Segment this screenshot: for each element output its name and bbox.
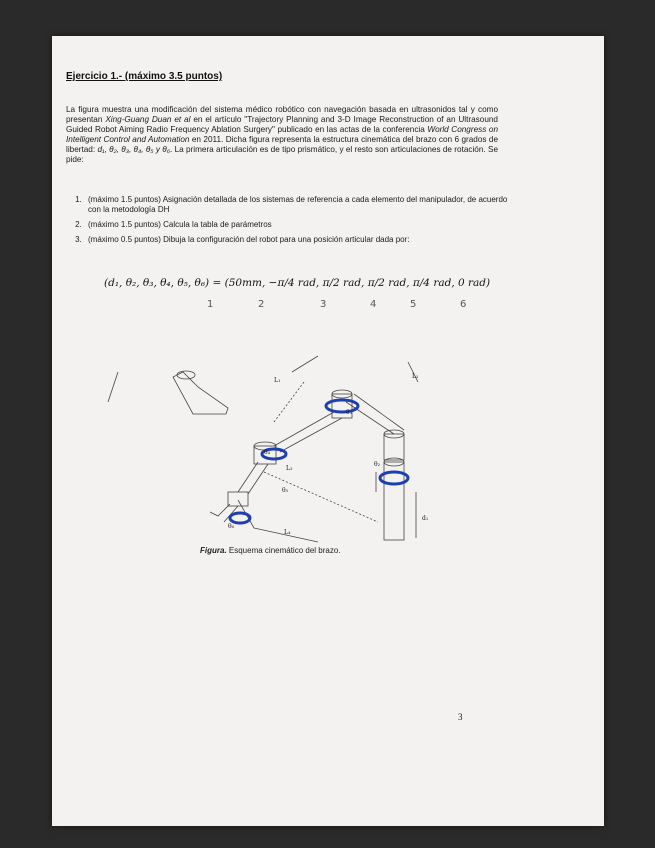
joint-ring-theta3 — [326, 400, 358, 412]
label-l1: L₁ — [274, 377, 281, 384]
label-l2: L₂ — [412, 373, 419, 380]
label-d1: d₁ — [422, 515, 429, 522]
task-item: 2. (máximo 1.5 puntos) Calcula la tabla de parámetros — [84, 220, 510, 230]
label-l3: L₃ — [286, 465, 293, 472]
label-l4: L₄ — [284, 529, 291, 536]
handwritten-number: 3 — [320, 299, 327, 310]
task-item: 3. (máximo 0.5 puntos) Dibuja la configuración del robot para una posición articular dada por: — [84, 235, 510, 245]
label-theta4: θ₄ — [264, 449, 271, 456]
task-list — [72, 195, 510, 250]
joint-position-formula: (d₁, θ₂, θ₃, θ₄, θ₅, θ₆) = (50mm, −π/4 rad, π/2 rad, π/2 rad, π/4 rad, 0 rad) — [104, 277, 491, 289]
intro-paragraph: La figura muestra una modificación del sistema médico robótico con navegación basada en ultrasonidos tal y como presentan Xing-Guang Duan et al en el artículo "Trajectory Planning and 3-D Image Reconstruction of an Ultrasound Guided Robot Aiming Radio Frequency Ablation Surgery" publicado en las actas de la conferencia World Congress on Intelligent Control and Automation en 2011. Dicha figura representa la estructura cinemática del brazo con 6 grados de libertad: d₁, θ₂, θ₃, θ₄, θ₅ y θ₆. La primera articulación es de tipo prismático, y el resto son articulaciones de rotación. Se pide: — [66, 105, 499, 164]
label-theta2: θ₂ — [374, 461, 381, 468]
label-theta6: θ₆ — [228, 523, 235, 530]
figure-caption: Figura. Esquema cinemático del brazo. — [200, 546, 341, 555]
exercise-title: Ejercicio 1.- (máximo 3.5 puntos) — [66, 71, 223, 82]
label-theta3: θ₃ — [346, 409, 353, 416]
handwritten-number: 6 — [460, 299, 467, 310]
page-number: 3 — [458, 712, 463, 722]
task-item: 1. (máximo 1.5 puntos) Asignación detallada de los sistemas de referencia a cada elemento del manipulador, de acuerdo con la metodología DH — [84, 195, 510, 215]
handwritten-number: 1 — [207, 299, 214, 310]
joint-ring-theta6 — [230, 513, 250, 523]
label-theta5: θ₅ — [282, 487, 289, 494]
robot-arm-figure — [78, 342, 429, 542]
handwritten-number: 2 — [258, 299, 265, 310]
handwritten-number: 4 — [370, 299, 377, 310]
handwritten-number: 5 — [410, 299, 417, 310]
